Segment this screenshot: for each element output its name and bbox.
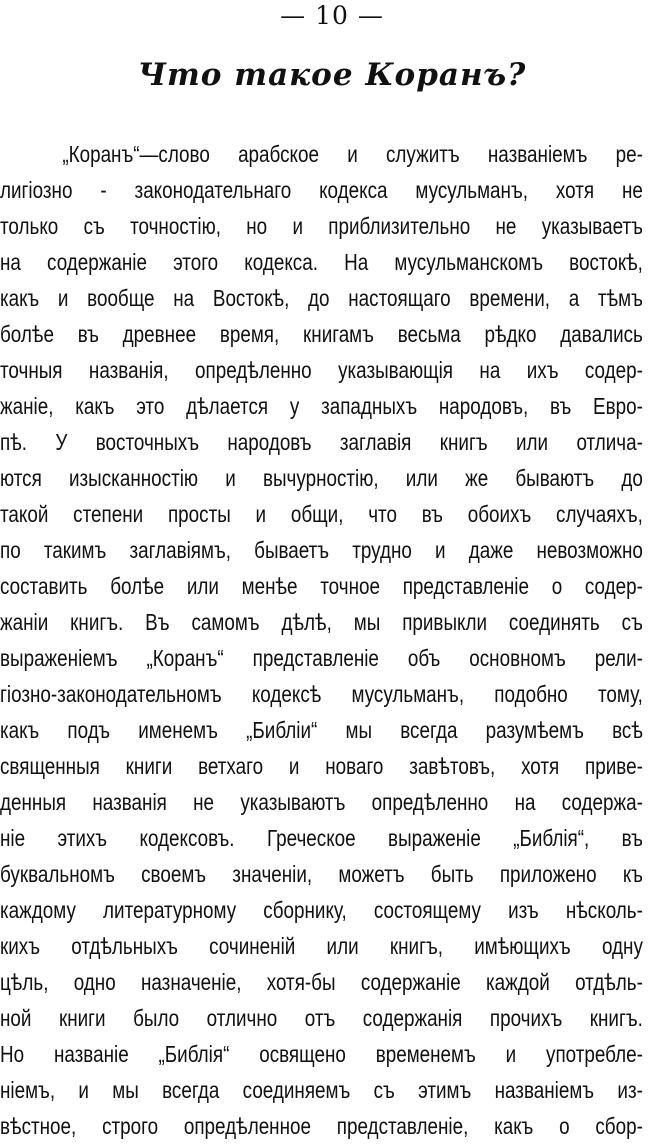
text-line: жаніе, какъ это дѣлается у западныхъ народовъ, въ Евро- — [0, 393, 643, 419]
page-number: — 10 — — [280, 1, 384, 30]
text-line: „Коранъ“—слово арабское и служитъ названіемъ ре- — [62, 141, 643, 167]
text-line: ются изысканностію и вычурностію, или же бываютъ до — [0, 465, 643, 491]
text-line: точныя названія, опредѣленно указывающія на ихъ содер- — [0, 357, 643, 383]
section-title: Что такое Коранъ? — [137, 57, 527, 93]
text-line: ніе этихъ кодексовъ. Греческое выраженіе „Библія“, въ — [0, 825, 643, 851]
text-line: какъ и вообще на Востокѣ, до настоящаго времени, а тѣмъ — [0, 285, 643, 311]
text-line: только съ точностію, но и приблизительно не указываетъ — [0, 213, 643, 239]
text-line: по такимъ заглавіямъ, бываетъ трудно и даже невозможно — [0, 537, 643, 563]
text-line: жаніи книгъ. Въ самомъ дѣлѣ, мы привыкли соединять съ — [0, 609, 643, 635]
text-line: ной книги было отлично отъ содержанія прочихъ книгъ. — [0, 1005, 643, 1031]
text-line: пѣ. У восточныхъ народовъ заглавія книгъ или отлича- — [0, 429, 643, 455]
text-line: болѣе въ древнее время, книгамъ весьма рѣдко давались — [0, 321, 643, 347]
text-line: вѣстное, строго опредѣленное представленіе, какъ о сбор- — [0, 1113, 643, 1139]
text-line: денныя названія не указываютъ опредѣленно на содержа- — [0, 789, 643, 815]
text-line: лигіозно - законодательнаго кодекса мусульманъ, хотя не — [0, 177, 643, 203]
text-line: на содержаніе этого кодекса. На мусульманскомъ востокѣ, — [0, 249, 643, 275]
text-line: такой степени просты и общи, что въ обоихъ случаяхъ, — [0, 501, 643, 527]
text-line: гіозно-законодательномъ кодексѣ мусульманъ, подобно тому, — [0, 681, 643, 707]
text-line: кихъ отдѣльныхъ сочиненій или книгъ, имѣющихъ одну — [0, 933, 643, 959]
text-line: цѣль, одно назначеніе, хотя-бы содержаніе каждой отдѣль- — [0, 969, 643, 995]
text-line: священныя книги ветхаго и новаго завѣтовъ, хотя приве- — [0, 753, 643, 779]
text-line: ніемъ, и мы всегда соединяемъ съ этимъ названіемъ из- — [0, 1077, 643, 1103]
text-line: составить болѣе или менѣе точное представленіе о содер- — [0, 573, 643, 599]
text-line: каждому литературному сборнику, состоящему изъ нѣсколь- — [0, 897, 643, 923]
text-line: буквальномъ своемъ значеніи, можетъ быть приложено къ — [0, 861, 643, 887]
text-line: Но названіе „Библія“ освящено временемъ и употребле- — [0, 1041, 643, 1067]
text-line: выраженіемъ „Коранъ“ представленіе объ основномъ рели- — [0, 645, 643, 671]
text-line: какъ подъ именемъ „Библіи“ мы всегда разумѣемъ всѣ — [0, 717, 643, 743]
